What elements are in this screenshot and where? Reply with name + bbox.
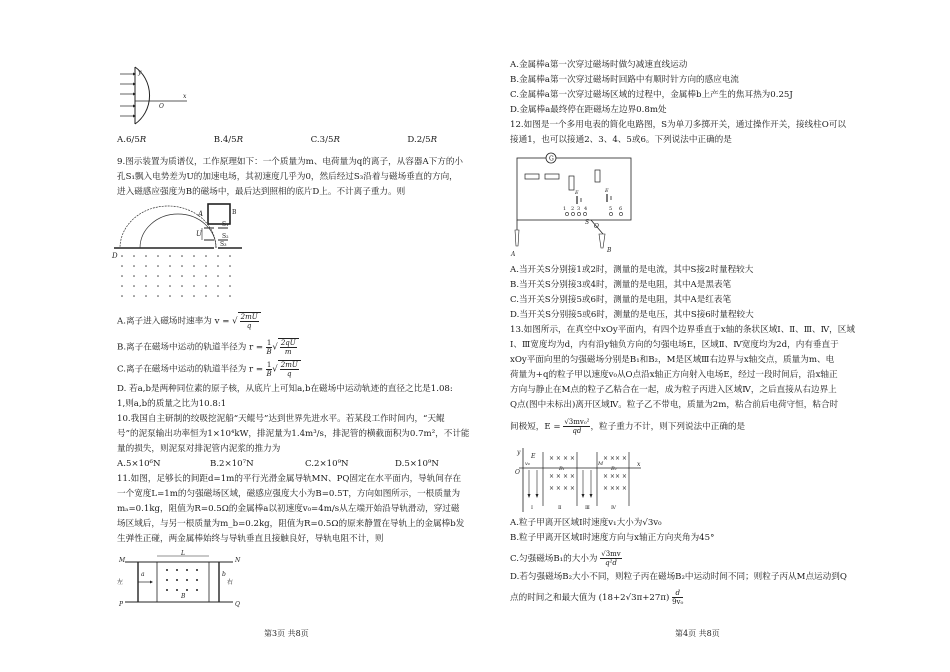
q13-stem-line3: xOy平面向里的匀强磁场分别是B₁和B₂，M是区域Ⅲ右边界与x轴交点，质量为m、电: [510, 355, 835, 365]
svg-text:6: 6: [619, 206, 623, 212]
q11-stem-line1: 11.如图，足够长的间距d=1m的平行光滑金属导轨MN、PQ固定在水平面内，导轨间存在: [117, 474, 462, 484]
svg-text:5: 5: [609, 206, 613, 212]
right-page-footer: 第4页 共8页: [675, 629, 720, 638]
svg-text:M: M: [598, 461, 604, 467]
svg-text:× ×: × ×: [615, 455, 627, 462]
q11-figure: [115, 550, 240, 612]
q12-stem-line1: 12.如图是一个多用电表的简化电路图，S为单刀多掷开关，通过操作开关，接线柱O可以: [510, 120, 846, 130]
svg-text:4: 4: [584, 206, 588, 212]
svg-text:E: E: [575, 190, 579, 196]
svg-text:右: 右: [227, 579, 234, 586]
svg-text:x: x: [637, 461, 641, 468]
svg-text:a: a: [141, 571, 145, 578]
svg-text:× ×: × ×: [549, 455, 561, 462]
q13-option-d-line2: 点的时间之和最大值为 (18+2√3π+27π) $\frac{d}{\text{9v₀}}$: [510, 589, 684, 606]
q10-stem-line3: 量的损失，则泥泵对排泥管内泥浆的推力为: [117, 444, 281, 454]
svg-text:B: B: [232, 209, 237, 216]
q8-figure: [115, 62, 195, 132]
q9-figure: [112, 202, 247, 312]
svg-text:Ⅱ: Ⅱ: [558, 505, 562, 511]
svg-text:× ×: × ×: [603, 473, 615, 480]
q10-option-b: B.2×10⁷N: [210, 459, 254, 469]
q9-stem-line3: 进入磁感应强度为B的磁场中，最后达到照相的底片D上。不计离子重力。则: [117, 187, 406, 197]
q11-stem-line5: 生弹性正碰，两金属棒始终与导轨垂直且接触良好，导轨电阻不计，则: [117, 534, 384, 544]
q11-option-c: C.金属棒a第一次穿过磁场区域的过程中，金属棒b上产生的焦耳热为0.25J: [510, 90, 793, 100]
svg-text:M: M: [119, 557, 126, 564]
svg-text:E: E: [531, 453, 536, 460]
q11-option-a: A.金属棒a第一次穿过磁场时做匀减速直线运动: [510, 60, 688, 70]
svg-text:Ⅲ: Ⅲ: [585, 505, 590, 511]
q13-stem-line5: 方向与静止在M点的粒子乙粘合在一起，成为粒子丙进入区域Ⅳ，之后直接从右边界上: [510, 385, 837, 395]
right-page: [475, 0, 950, 672]
svg-text:A: A: [198, 210, 204, 218]
q13-stem-line1: 13.如图所示，在真空中xOy平面内，有四个边界垂直于x轴的条状区域Ⅰ、Ⅱ、Ⅲ、Ⅳ，区域: [510, 325, 855, 335]
q13-option-b: B.粒子甲离开区域Ⅰ时速度方向与x轴正方向夹角为45°: [510, 533, 715, 543]
q12-option-d: D.当开关S分别接5或6时，测量的是电压，其中S接6时量程较大: [510, 310, 754, 320]
q13-option-a: A.粒子甲离开区域Ⅰ时速度v₁大小为√3v₀: [510, 518, 662, 528]
svg-text:S₁: S₁: [222, 221, 229, 228]
svg-text:× ×: × ×: [549, 473, 561, 480]
svg-text:v₀: v₀: [525, 461, 530, 467]
svg-text:S: S: [585, 219, 590, 226]
svg-text:S₃: S₃: [220, 241, 227, 248]
q11-stem-line3: mₐ=0.1kg，阻值为R=0.5Ω的金属棒a以初速度v₀=4m/s从左端开始沿导轨滑动，穿过磁: [117, 504, 460, 514]
svg-text:y: y: [517, 449, 521, 456]
svg-text:Q: Q: [235, 601, 240, 608]
q8-label-y: y: [138, 69, 142, 76]
q9-stem-line2: 孔S₁飘入电势差为U的加速电场，其初速度几乎为0，然后经过S₃沿着与磁场垂直的方向，: [117, 172, 458, 182]
svg-text:左: 左: [117, 579, 124, 586]
svg-text:× ×: × ×: [603, 485, 615, 492]
q12-stem-line2: 接通1，也可以接通2、3、4、5或6。下列说法中正确的是: [510, 135, 732, 145]
svg-text:× ×: × ×: [603, 455, 615, 462]
q9-option-d-line2: 1,则a,b的质量之比为10.8:1: [117, 399, 227, 409]
svg-text:× ×: × ×: [549, 485, 561, 492]
q10-option-d: D.5×10⁹N: [395, 459, 439, 469]
svg-text:L: L: [181, 550, 185, 557]
q10-stem-line2: 号”的泥泵输出功率恒为1×10⁴kW，排泥量为1.4m³/s，排泥管的横截面积为0.7m²，不计能: [117, 429, 470, 439]
q9-option-c: C.离子在磁场中运动的轨道半径为 r = $\frac{1}{B}$ √ $\frac{2mU}{q}$: [117, 360, 301, 378]
svg-text:O: O: [594, 223, 599, 230]
q8-label-x: x: [183, 93, 187, 100]
svg-text:B₂: B₂: [611, 466, 617, 472]
q11-stem-line2: 一个宽度L=1m的匀强磁场区域，磁感应强度大小为B=0.5T，方向如图所示，一根质量为: [117, 489, 461, 499]
svg-text:N: N: [235, 557, 241, 564]
svg-text:E: E: [605, 188, 609, 194]
q9-option-a: A.离子进入磁场时速率为 v = √ $\frac{2mU}{q}$: [117, 312, 261, 330]
q12-figure: [511, 150, 641, 260]
left-page-footer: 第3页 共8页: [264, 629, 309, 638]
q13-option-c: C.匀强磁场B₁的大小为 $\frac{√3mv}{\text{q²d}}$: [510, 550, 621, 567]
q12-option-b: B.当开关S分别接3或4时，测量的是电阻，其中A是黑表笔: [510, 280, 732, 290]
q11-option-d: D.金属棒a最终停在距磁场左边界0.8m处: [510, 105, 667, 115]
q13-figure: [515, 446, 645, 514]
q13-stem-line6: Q点(图中未标出)离开区域Ⅳ。粒子乙不带电，质量为2m，粘合前后电荷守恒，粘合时: [510, 400, 839, 410]
q9-option-b: B.离子在磁场中运动的轨道半径为 r = $\frac{1}{B}$ √ $\frac{2qU}{m}$: [117, 338, 299, 356]
q11-option-b: B.金属棒a第一次穿过磁场时回路中有顺时针方向的感应电流: [510, 75, 740, 85]
svg-text:B: B: [607, 247, 612, 254]
q13-stem-line7: 间极短，E = $\frac{\text{√3mv₀²}}{qd}$ ，粒子重力不计，则下列说法中正确的是: [510, 418, 746, 435]
svg-text:P: P: [119, 601, 124, 608]
q10-option-c: C.2×10⁹N: [305, 459, 349, 469]
svg-text:× ×: × ×: [563, 485, 575, 492]
svg-text:U: U: [196, 230, 202, 238]
q13-stem-line4: 荷量为+q的粒子甲以速度v₀从O点沿x轴正方向射入电场E，经过一段时间后，沿x轴正: [510, 370, 838, 380]
svg-text:× ×: × ×: [615, 473, 627, 480]
svg-text:S₂: S₂: [222, 233, 229, 240]
svg-text:B₁: B₁: [559, 466, 565, 472]
q12-option-c: C.当开关S分别接5或6时，测量的是电阻，其中A是红表笔: [510, 295, 732, 305]
q8-label-O: O: [159, 103, 164, 110]
svg-text:A: A: [511, 251, 516, 258]
q8-options: A.6/5R B.4/5R C.3/5R D.2/5R: [117, 135, 438, 145]
svg-text:1: 1: [563, 206, 567, 212]
q11-stem-line4: 场区域后，与另一根质量为m_b=0.2kg，阻值为R=0.5Ω的原来静置在导轨上的金属棒b发: [117, 519, 465, 529]
svg-text:× ×: × ×: [563, 455, 575, 462]
svg-text:3: 3: [577, 206, 581, 212]
q13-stem-line2: Ⅰ、Ⅲ宽度均为d，内有沿y轴负方向的匀强电场E，区域Ⅱ、Ⅳ宽度均为2d，内有垂直于: [510, 340, 839, 350]
q9-stem-line1: 9.图示装置为质谱仪，工作原理如下：一个质量为m、电荷量为q的离子，从容器A下方的小: [117, 157, 464, 167]
svg-text:G: G: [549, 155, 554, 163]
svg-text:B: B: [181, 593, 186, 600]
svg-text:2: 2: [571, 206, 575, 212]
q13-option-d-line1: D.若匀强磁场B₂大小不同，则粒子丙在磁场B₂中运动时间不同；则粒子丙从M点运动到Q: [510, 572, 847, 582]
svg-text:D: D: [112, 252, 118, 260]
q9-option-d-line1: D. 若a,b是两种同位素的原子核，从底片上可知a,b在磁场中运动轨迹的直径之比是1.08:: [117, 384, 453, 394]
svg-text:Ⅳ: Ⅳ: [611, 505, 616, 511]
svg-text:b: b: [222, 571, 226, 578]
svg-text:× ×: × ×: [615, 485, 627, 492]
svg-text:Ⅰ: Ⅰ: [531, 505, 533, 511]
svg-text:× ×: × ×: [563, 473, 575, 480]
q10-option-a: A.5×10⁶N: [117, 459, 161, 469]
q12-option-a: A.当开关S分别接1或2时，测量的是电流，其中S接2时量程较大: [510, 265, 754, 275]
svg-text:O: O: [515, 469, 520, 476]
q10-stem-line1: 10.我国自主研制的绞吸挖泥船“天鲲号”达到世界先进水平。若某段工作时间内，“天鲲: [117, 414, 445, 424]
